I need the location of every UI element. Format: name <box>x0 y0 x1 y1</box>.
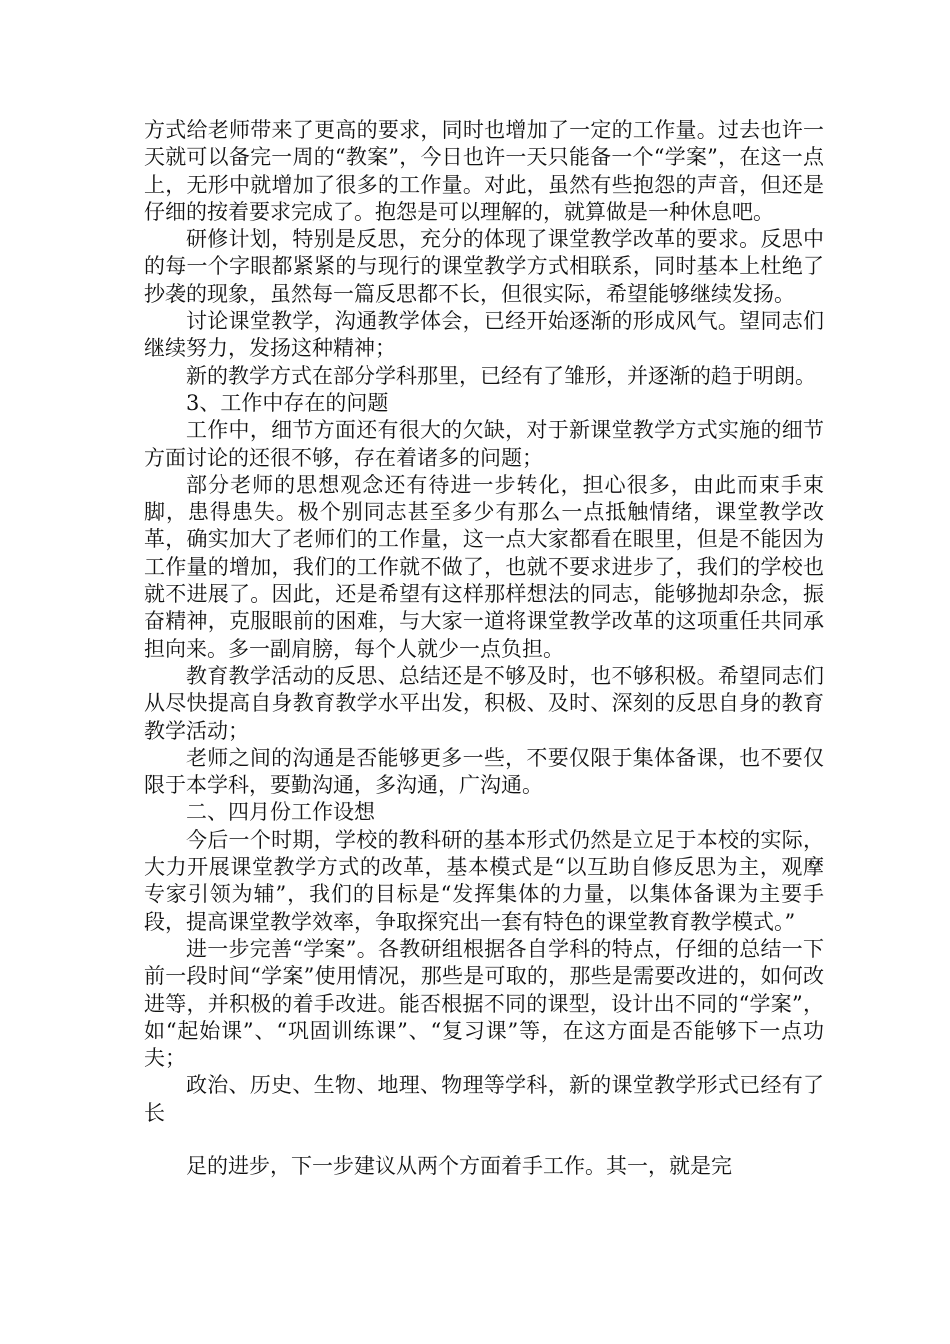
paragraph-next-steps: 足的进步，下一步建议从两个方面着手工作。其一，就是完 <box>186 1153 732 1178</box>
paragraph-improve-study-plan: 进一步完善“学案”。各教研组根据各自学科的特点，仔细的总结一下前一段时间“学案”使用情况，那些是可取的，那些是需要改进的，如何改进等，并积极的着手改进。能否根据不同的课型，设计出不同的“学案”，如“起始课”、“巩固训练课”、“复习课”等，在这方面是否能够下一点功夫； <box>144 936 824 1071</box>
paragraph-mindset: 部分老师的思想观念还有待进一步转化，担心很多，由此而束手束脚，患得患失。极个别同志甚至多少有那么一点抵触情绪，课堂教学改革，确实加大了老师们的工作量，这一点大家都看在眼里，但是不能因为工作量的增加，我们的工作就不做了，也就不要求进步了，我们的学校也就不进展了。因此，还是希望有这样那样想法的同志，能够抛却杂念，振奋精神，克服眼前的困难，与大家一道将课堂教学改革的这项重任共同承担向来。多一副肩膀，每个人就少一点负担。 <box>144 472 824 661</box>
section-heading-april-plan: 二、四月份工作设想 <box>186 800 375 825</box>
section-heading-problems: 3、工作中存在的问题 <box>186 390 389 415</box>
paragraph-detail-shortcomings: 工作中，细节方面还有很大的欠缺，对于新课堂教学方式实施的细节方面讨论的还很不够，存在着诸多的问题； <box>144 418 824 470</box>
paragraph-discussion: 讨论课堂教学，沟通教学体会，已经开始逐渐的形成风气。望同志们继续努力，发扬这种精神； <box>144 309 824 361</box>
paragraph-new-teaching-method: 新的教学方式在部分学科那里，已经有了雏形，并逐渐的趋于明朗。 <box>186 363 816 388</box>
paragraph-lesson-plan-workload: 方式给老师带来了更高的要求，同时也增加了一定的工作量。过去也许一天就可以备完一周的“教案”，今日也许一天只能备一个“学案”，在这一点上，无形中就增加了很多的工作量。对此，虽然有些抱怨的声音，但还是仔细的按着要求完成了。抱怨是可以理解的，就算做是一种休息吧。 <box>144 118 824 224</box>
paragraph-reflection: 研修计划，特别是反思，充分的体现了课堂教学改革的要求。反思中的每一个字眼都紧紧的与现行的课堂教学方式相联系，同时基本上杜绝了抄袭的现象，虽然每一篇反思都不长，但很实际，希望能够继续发扬。 <box>144 227 824 306</box>
paragraph-communication: 老师之间的沟通是否能够更多一些，不要仅限于集体备课，也不要仅限于本学科，要勤沟通，多沟通，广沟通。 <box>144 745 824 798</box>
paragraph-timely-reflection: 教育教学活动的反思、总结还是不够及时，也不够积极。希望同志们从尽快提高自身教育教学水平出发，积极、及时、深刻的反思自身的教育教学活动； <box>144 663 824 743</box>
document-body <box>144 117 824 1180</box>
paragraph-future-direction: 今后一个时期，学校的教科研的基本形式仍然是立足于本校的实际，大力开展课堂教学方式的改革，基本模式是“以互助自修反思为主，观摩专家引领为辅”，我们的目标是“发挥集体的力量，以集体备课为主要手段，提高课堂教学效率，争取探究出一套有特色的课堂教育教学模式。” <box>144 827 824 934</box>
paragraph-subjects-progress: 政治、历史、生物、地理、物理等学科，新的课堂教学形式已经有了长 <box>144 1073 824 1125</box>
